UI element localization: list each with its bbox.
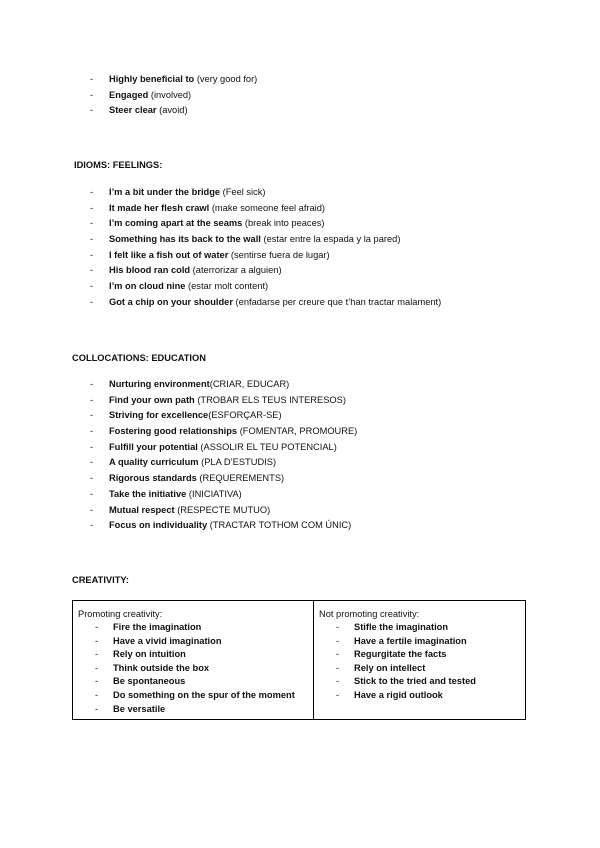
- list-dash: -: [90, 504, 94, 515]
- list-dash: -: [336, 635, 340, 646]
- creativity-table: [72, 600, 526, 720]
- list-dash: -: [95, 703, 99, 714]
- item-term: Stifle the imagination: [354, 622, 449, 632]
- item-note: (INICIATIVA): [186, 488, 242, 499]
- not-promoting-cell: [314, 601, 525, 719]
- item-note: (RESPECTE MUTUO): [174, 504, 271, 515]
- list-dash: -: [336, 649, 340, 660]
- list-dash: -: [95, 622, 99, 632]
- list-dash: -: [90, 281, 94, 292]
- list-dash: -: [90, 410, 94, 421]
- list-dash: -: [90, 187, 94, 197]
- item-note: (PLA D’ESTUDIS): [198, 457, 277, 468]
- item-term: I’m coming apart at the seams: [109, 218, 243, 229]
- item-term: Fostering good relationships: [109, 426, 238, 437]
- item-note: (enfadarse per creure que t’han tractar malament): [232, 296, 442, 307]
- item-term: Highly beneficial to: [109, 74, 195, 84]
- item-term: Rely on intuition: [113, 649, 186, 660]
- list-dash: -: [90, 89, 94, 100]
- promoting-cell: [73, 601, 314, 719]
- list-dash: -: [95, 662, 99, 673]
- item-term: Take the initiative: [109, 488, 187, 499]
- list-dash: -: [90, 265, 94, 276]
- item-note: (FOMENTAR, PROMOURE): [237, 426, 358, 437]
- item-term: Have a rigid outlook: [354, 689, 443, 700]
- list-dash: -: [95, 689, 99, 700]
- item-term: Mutual respect: [109, 504, 175, 515]
- item-term: Steer clear: [109, 105, 157, 116]
- not-promoting-title: Not promoting creativity:: [319, 609, 420, 619]
- item-term: Rigorous standards: [109, 473, 197, 484]
- item-term: Rely on intellect: [354, 662, 426, 673]
- item-note: (TROBAR ELS TEUS INTERESOS): [194, 394, 346, 405]
- item-term: Engaged: [109, 89, 149, 100]
- item-term: His blood ran cold: [109, 265, 191, 276]
- item-term: I’m a bit under the bridge: [109, 187, 221, 197]
- item-note: (estar molt content): [185, 281, 269, 292]
- item-term: I’m on cloud nine: [109, 281, 186, 292]
- item-term: Stick to the tried and tested: [354, 676, 476, 687]
- list-dash: -: [90, 394, 94, 405]
- item-note: (break into peaces): [242, 218, 325, 229]
- item-term: Striving for excellence: [109, 410, 209, 421]
- item-note: (CRIAR, EDUCAR): [209, 379, 290, 389]
- item-term: Focus on individuality: [109, 520, 208, 531]
- item-note: (avoid): [156, 105, 188, 116]
- list-dash: -: [90, 488, 94, 499]
- list-dash: -: [95, 635, 99, 646]
- list-dash: -: [90, 105, 94, 116]
- item-note: (estar entre la espada y la pared): [260, 234, 401, 245]
- list-dash: -: [90, 457, 94, 468]
- list-dash: -: [336, 622, 340, 632]
- item-note: (ESFORÇAR-SE): [208, 410, 282, 421]
- list-dash: -: [90, 234, 94, 245]
- list-dash: -: [90, 379, 94, 389]
- list-dash: -: [90, 473, 94, 484]
- list-dash: -: [90, 249, 94, 260]
- item-note: (involved): [148, 89, 192, 100]
- item-note: (very good for): [194, 74, 258, 84]
- item-term: Nurturing environment: [109, 379, 210, 389]
- item-term: Find your own path: [109, 394, 195, 405]
- item-term: A quality curriculum: [109, 457, 199, 468]
- collocations-heading: COLLOCATIONS: EDUCATION: [72, 353, 206, 363]
- item-note: (ASSOLIR EL TEU POTENCIAL): [197, 441, 337, 452]
- idioms-heading: IDIOMS: FEELINGS:: [74, 160, 163, 170]
- item-term: Fulfill your potential: [109, 441, 198, 452]
- list-dash: -: [90, 520, 94, 531]
- item-note: (Feel sick): [220, 187, 266, 197]
- item-note: (TRACTAR TOTHOM COM ÚNIC): [207, 520, 352, 531]
- list-dash: -: [90, 74, 94, 84]
- item-term: Think outside the box: [113, 662, 210, 673]
- promoting-title: Promoting creativity:: [78, 609, 163, 619]
- item-term: Be spontaneous: [113, 676, 186, 687]
- item-term: It made her flesh crawl: [109, 202, 210, 213]
- item-term: Do something on the spur of the moment: [113, 689, 295, 700]
- item-term: Have a fertile imagination: [354, 635, 467, 646]
- list-dash: -: [336, 689, 340, 700]
- list-dash: -: [336, 662, 340, 673]
- item-term: I felt like a fish out of water: [109, 249, 229, 260]
- list-dash: -: [336, 676, 340, 687]
- item-note: (REQUEREMENTS): [196, 473, 285, 484]
- item-term: Regurgitate the facts: [354, 649, 447, 660]
- list-dash: -: [90, 426, 94, 437]
- list-dash: -: [95, 649, 99, 660]
- item-term: Something has its back to the wall: [109, 234, 261, 245]
- item-note: (aterrorizar a alguien): [190, 265, 282, 276]
- item-term: Have a vivid imagination: [113, 635, 222, 646]
- item-note: (sentirse fuera de lugar): [228, 249, 330, 260]
- item-term: Be versatile: [113, 703, 166, 714]
- item-term: Fire the imagination: [113, 622, 202, 632]
- item-note: (make someone feel afraid): [209, 202, 325, 213]
- list-dash: -: [90, 202, 94, 213]
- item-term: Got a chip on your shoulder: [109, 296, 233, 307]
- list-dash: -: [90, 441, 94, 452]
- list-dash: -: [95, 676, 99, 687]
- creativity-heading: CREATIVITY:: [72, 575, 129, 585]
- list-dash: -: [90, 218, 94, 229]
- list-dash: -: [90, 296, 94, 307]
